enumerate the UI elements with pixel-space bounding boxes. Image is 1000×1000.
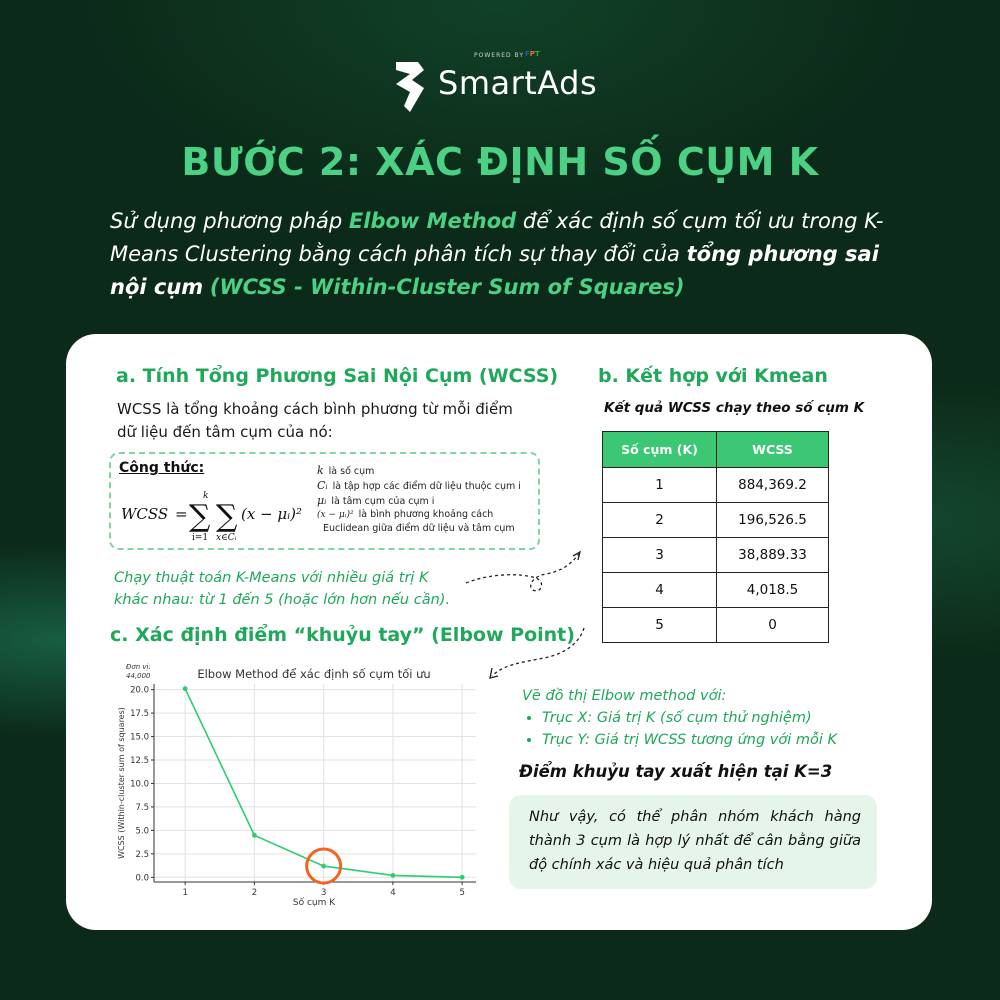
x-tick-label: 5 (459, 888, 465, 898)
conclusion-box (509, 795, 877, 889)
axis-bullet-list (522, 707, 837, 751)
table-row (603, 538, 829, 573)
svg-text:WCSS: WCSS (121, 505, 169, 523)
table-header-wcss: WCSS (717, 432, 829, 468)
formula-label: Công thức: (119, 460, 205, 476)
powered-by-label: POWERED BY (474, 52, 525, 59)
svg-text:∑: ∑ (216, 499, 238, 534)
y-tick-label: 7.5 (135, 802, 149, 813)
smartads-logo-icon (390, 58, 430, 114)
chart-explanation (522, 685, 837, 751)
section-b-subtitle: Kết quả WCSS chạy theo số cụm K (604, 400, 865, 416)
table-header-k: Số cụm (K) (603, 432, 717, 468)
powered-by-brand: FPT (525, 50, 540, 58)
bullets-intro: Vẽ đồ thị Elbow method với: (522, 688, 727, 704)
brand-logo (0, 50, 1000, 120)
intro-text-2: để xác định số cụm tối ưu trong K-Means Clustering bằng cách phân tích sự thay đổi của (110, 209, 884, 266)
intro-space (203, 275, 210, 299)
table-row (603, 503, 829, 538)
y-tick-label: 0.0 (135, 873, 149, 884)
page-title: BƯỚC 2: XÁC ĐỊNH SỐ CỤM K (181, 140, 819, 184)
x-tick-label: 1 (182, 888, 188, 898)
y-tick-label: 17.5 (130, 709, 149, 720)
intro-abbreviation: (WCSS - Within-Cluster Sum of Squares) (209, 275, 685, 299)
data-point (183, 686, 188, 691)
chart-title: Elbow Method để xác định số cụm tối ưu (197, 667, 431, 681)
legend-ci: Cᵢ là tập hợp các điểm dữ liệu thuộc cụm i (317, 479, 521, 492)
x-tick-label: 3 (320, 888, 327, 898)
elbow-chart (114, 660, 484, 910)
x-tick-label: 4 (390, 888, 396, 898)
intro-bold-term: tổng phương sai nội cụm (110, 242, 879, 299)
data-point (321, 864, 326, 869)
x-tick-label: 2 (251, 888, 258, 898)
data-point (252, 833, 257, 838)
svg-text:∑: ∑ (189, 499, 211, 534)
table-row (603, 468, 829, 503)
intro-text-1: Sử dụng phương pháp (110, 209, 349, 233)
section-c-title: c. Xác định điểm “khuỷu tay” (Elbow Point) (110, 624, 575, 646)
legend-mui: μᵢ là tâm cụm của cụm i (317, 494, 435, 507)
intro-method: Elbow Method (348, 209, 517, 233)
section-b-title: b. Kết hợp với Kmean (598, 365, 828, 387)
section-a-title: a. Tính Tổng Phương Sai Nội Cụm (WCSS) (116, 365, 559, 387)
data-point (391, 873, 396, 878)
x-axis-label: Số cụm K (292, 898, 336, 908)
table-cell-wcss: 196,526.5 (717, 503, 829, 538)
svg-text:k: k (203, 491, 209, 501)
table-cell-k: 3 (603, 538, 717, 573)
content-card (66, 334, 932, 930)
run-kmeans-line1: Chạy thuật toán K-Means với nhiều giá trị K (114, 570, 429, 586)
table-cell-wcss: 4,018.5 (717, 573, 829, 608)
y-tick-label: 20.0 (130, 685, 149, 696)
table-cell-k: 5 (603, 608, 717, 643)
formula-box (109, 452, 540, 550)
legend-distance: (x − μᵢ)² là bình phương khoảng cách (317, 509, 494, 520)
intro-paragraph (110, 205, 900, 304)
y-axis-label: WCSS (Within-cluster sum of squares) (117, 707, 126, 859)
legend-k: k là số cụm (317, 464, 375, 477)
run-kmeans-line2: khác nhau: từ 1 đến 5 (hoặc lớn hơn nếu cần). (114, 592, 451, 608)
svg-text:(x − μᵢ)²: (x − μᵢ)² (241, 505, 303, 523)
wcss-table (602, 431, 829, 643)
legend-euclidean: Euclidean giữa điểm dữ liệu và tâm cụm (323, 523, 515, 534)
data-point (460, 875, 465, 880)
table-cell-k: 2 (603, 503, 717, 538)
table-cell-k: 1 (603, 468, 717, 503)
table-cell-wcss: 884,369.2 (717, 468, 829, 503)
wcss-formula (121, 488, 311, 544)
y-tick-label: 15.0 (130, 732, 149, 743)
section-a-desc-line2: dữ liệu đến tâm cụm của nó: (117, 423, 333, 441)
chart-unit-value: 44,000 (126, 672, 151, 680)
chart-unit-label: Đơn vị: (126, 663, 151, 671)
table-row (603, 608, 829, 643)
bullet-x-axis: • Trục X: Giá trị K (số cụm thử nghiệm) (542, 707, 837, 729)
brand-name: SmartAds (438, 64, 598, 102)
svg-text:i=1: i=1 (192, 533, 209, 543)
table-header-row (603, 432, 829, 468)
y-tick-label: 10.0 (130, 779, 149, 790)
table-cell-k: 4 (603, 573, 717, 608)
y-tick-label: 2.5 (135, 849, 149, 860)
arrow-to-table-icon (461, 548, 591, 608)
table-cell-wcss: 38,889.33 (717, 538, 829, 573)
table-row (603, 573, 829, 608)
bullet-y-axis: • Trục Y: Giá trị WCSS tương ứng với mỗi K (542, 729, 837, 751)
y-tick-label: 12.5 (130, 756, 149, 767)
svg-text:=: = (175, 505, 188, 523)
section-a-desc-line1: WCSS là tổng khoảng cách bình phương từ mỗi điểm (117, 400, 513, 418)
elbow-point-statement: Điểm khuỷu tay xuất hiện tại K=3 (519, 762, 833, 781)
svg-text:x∈Cᵢ: x∈Cᵢ (216, 533, 237, 543)
conclusion-text: Như vậy, có thể phân nhóm khách hàng thành 3 cụm là hợp lý nhất để cân bằng giữa độ chính xác và hiệu quả phân tích (529, 809, 861, 873)
table-cell-wcss: 0 (717, 608, 829, 643)
y-tick-label: 5.0 (135, 826, 149, 837)
